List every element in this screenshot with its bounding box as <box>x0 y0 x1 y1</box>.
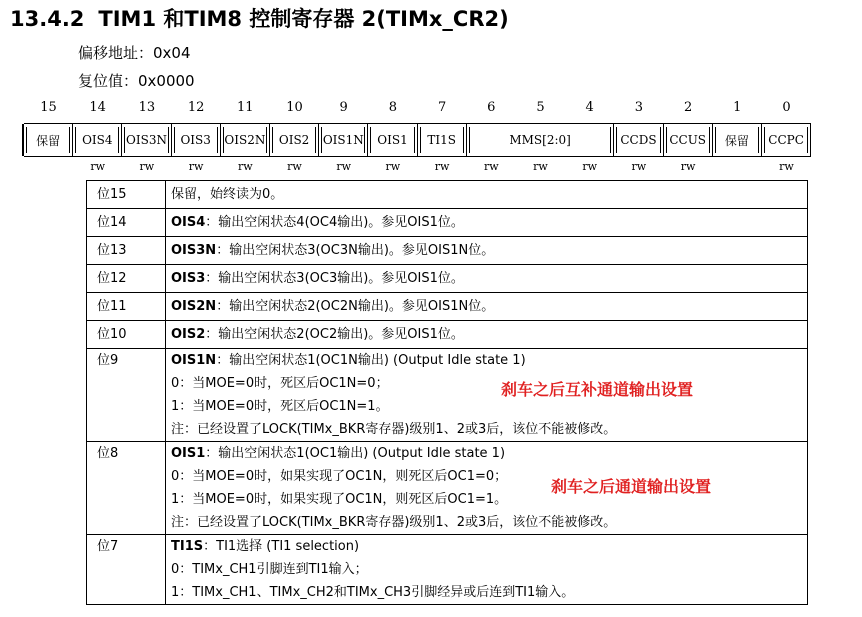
table-row <box>87 265 808 293</box>
bit-number: 4 <box>585 100 594 115</box>
table-row <box>87 321 808 349</box>
register-field <box>713 124 762 156</box>
reset-value: 复位值：0x0000 <box>78 72 195 90</box>
register-field <box>73 124 122 156</box>
section-number: 13.4.2 <box>10 7 85 31</box>
access-type: rw <box>779 160 794 173</box>
register-field <box>122 124 171 156</box>
description-line: OIS3N：输出空闲状态3(OC3N输出)。参见OIS1N位。 <box>171 243 495 258</box>
description-line: 保留，始终读为0。 <box>171 187 284 202</box>
bit-label: 位14 <box>87 209 166 237</box>
description-line: OIS4：输出空闲状态4(OC4输出)。参见OIS1位。 <box>171 215 464 230</box>
register-field <box>172 124 221 156</box>
description-line: OIS2N：输出空闲状态2(OC2N输出)。参见OIS1N位。 <box>171 299 495 314</box>
access-type: rw <box>336 160 352 173</box>
table-row <box>87 349 808 442</box>
description-line: 0：当MOE=0时，死区后OC1N=0； <box>171 376 389 391</box>
table-row <box>87 442 808 535</box>
description-line: OIS3：输出空闲状态3(OC3输出)。参见OIS1位。 <box>171 271 464 286</box>
register-field-label: OIS1 <box>370 127 414 153</box>
register-field <box>24 124 73 156</box>
table-row <box>87 535 808 605</box>
description-line: OIS1：输出空闲状态1(OC1输出) (Output Idle state 1) <box>171 446 506 461</box>
access-type: rw <box>631 160 647 173</box>
bit-number: 8 <box>388 100 398 115</box>
field-name: OIS1 <box>171 446 206 461</box>
annotation-note: 刹车之后通道输出设置 <box>551 477 712 496</box>
bit-description <box>166 442 808 535</box>
bit-number: 1 <box>733 100 742 115</box>
description-line: TI1S：TI1选择 (TI1 selection) <box>171 539 360 554</box>
register-field-label: CCPC <box>764 127 808 153</box>
bit-label: 位8 <box>87 442 166 535</box>
table-row <box>87 237 808 265</box>
access-row <box>0 160 862 174</box>
register-field <box>467 124 615 156</box>
register-field <box>614 124 663 156</box>
bit-label: 位11 <box>87 293 166 321</box>
bit-description <box>166 321 808 349</box>
table-row <box>87 293 808 321</box>
section-title <box>10 3 509 33</box>
register-field <box>418 124 467 156</box>
access-type: rw <box>680 160 696 173</box>
description-line: OIS2：输出空闲状态2(OC2输出)。参见OIS1位。 <box>171 327 464 342</box>
bit-description <box>166 237 808 265</box>
register-field <box>319 124 368 156</box>
bit-description <box>166 181 808 209</box>
field-name: OIS3 <box>171 271 206 286</box>
description-line: 1：当MOE=0时，如果实现了OC1N，则死区后OC1=1。 <box>171 492 508 507</box>
description-line: OIS1N：输出空闲状态1(OC1N输出) (Output Idle state 1) <box>171 353 526 368</box>
bit-number: 3 <box>634 100 644 115</box>
bit-label: 位9 <box>87 349 166 442</box>
bit-description-table <box>86 180 808 605</box>
access-type: rw <box>90 160 106 173</box>
bit-number: 9 <box>339 100 348 115</box>
description-line: 注：已经设置了LOCK(TIMx_BKR寄存器)级别1、2或3后，该位不能被修改。 <box>171 422 617 437</box>
field-name: TI1S <box>171 539 204 554</box>
bit-description <box>166 293 808 321</box>
field-name: OIS4 <box>171 215 206 230</box>
bit-label: 位15 <box>87 181 166 209</box>
bit-number: 12 <box>187 100 205 115</box>
bit-number: 2 <box>683 100 693 115</box>
section-heading: TIM1 和TIM8 控制寄存器 2(TIMx_CR2) <box>98 7 509 31</box>
access-type: rw <box>237 160 253 173</box>
annotation-note: 刹车之后互补通道输出设置 <box>501 380 694 399</box>
register-field-label: OIS2N <box>223 127 267 153</box>
offset-address: 偏移地址：0x04 <box>78 44 191 62</box>
bit-label: 位10 <box>87 321 166 349</box>
access-type: rw <box>188 160 204 173</box>
register-diagram <box>24 123 811 157</box>
access-type: rw <box>434 160 450 173</box>
register-field-label: OIS1N <box>321 127 365 153</box>
table-row <box>87 209 808 237</box>
register-field-label: OIS3N <box>124 127 168 153</box>
bit-number: 5 <box>536 100 545 115</box>
bit-description <box>166 265 808 293</box>
field-name: OIS2 <box>171 327 206 342</box>
field-name: OIS2N <box>171 299 217 314</box>
register-field-label: TI1S <box>420 127 464 153</box>
bit-label: 位7 <box>87 535 166 605</box>
register-field-label: CCDS <box>616 127 660 153</box>
field-name: OIS3N <box>171 243 217 258</box>
register-field-label: 保留 <box>26 127 70 153</box>
description-line: 0：当MOE=0时，如果实现了OC1N，则死区后OC1=0； <box>171 469 508 484</box>
bit-number: 0 <box>782 100 791 115</box>
access-type: rw <box>385 160 401 173</box>
bit-number: 10 <box>286 100 303 115</box>
bit-number: 6 <box>487 100 496 115</box>
access-type: rw <box>533 160 548 173</box>
bit-number-row <box>0 100 862 118</box>
table-row <box>87 181 808 209</box>
register-field <box>270 124 319 156</box>
field-name: OIS1N <box>171 353 217 368</box>
bit-number: 15 <box>40 100 57 115</box>
access-type: rw <box>582 160 598 173</box>
register-field-label: OIS4 <box>75 127 119 153</box>
bit-description <box>166 535 808 605</box>
register-field-label: OIS2 <box>272 127 316 153</box>
access-type: rw <box>139 160 155 173</box>
register-field <box>664 124 713 156</box>
register-field <box>762 124 811 156</box>
description-line: 1：当MOE=0时，死区后OC1N=1。 <box>171 399 389 414</box>
bit-description <box>166 209 808 237</box>
access-type: rw <box>483 160 499 173</box>
register-field-label: MMS[2:0] <box>469 127 612 153</box>
bit-label: 位12 <box>87 265 166 293</box>
description-line: 注：已经设置了LOCK(TIMx_BKR寄存器)级别1、2或3后，该位不能被修改。 <box>171 515 617 530</box>
bit-description <box>166 349 808 442</box>
register-field-label: OIS3 <box>174 127 218 153</box>
bit-number: 13 <box>138 100 156 115</box>
register-field <box>368 124 417 156</box>
register-field-label: 保留 <box>715 127 759 153</box>
register-field-label: CCUS <box>666 127 710 153</box>
bit-number: 14 <box>89 100 106 115</box>
description-line: 0：TIMx_CH1引脚连到TI1输入； <box>171 562 368 577</box>
description-line: 1：TIMx_CH1、TIMx_CH2和TIMx_CH3引脚经异或后连到TI1输入。 <box>171 585 575 600</box>
register-field <box>221 124 270 156</box>
bit-label: 位13 <box>87 237 166 265</box>
bit-number: 7 <box>437 100 447 115</box>
access-type: rw <box>287 160 302 173</box>
bit-number: 11 <box>237 100 254 115</box>
